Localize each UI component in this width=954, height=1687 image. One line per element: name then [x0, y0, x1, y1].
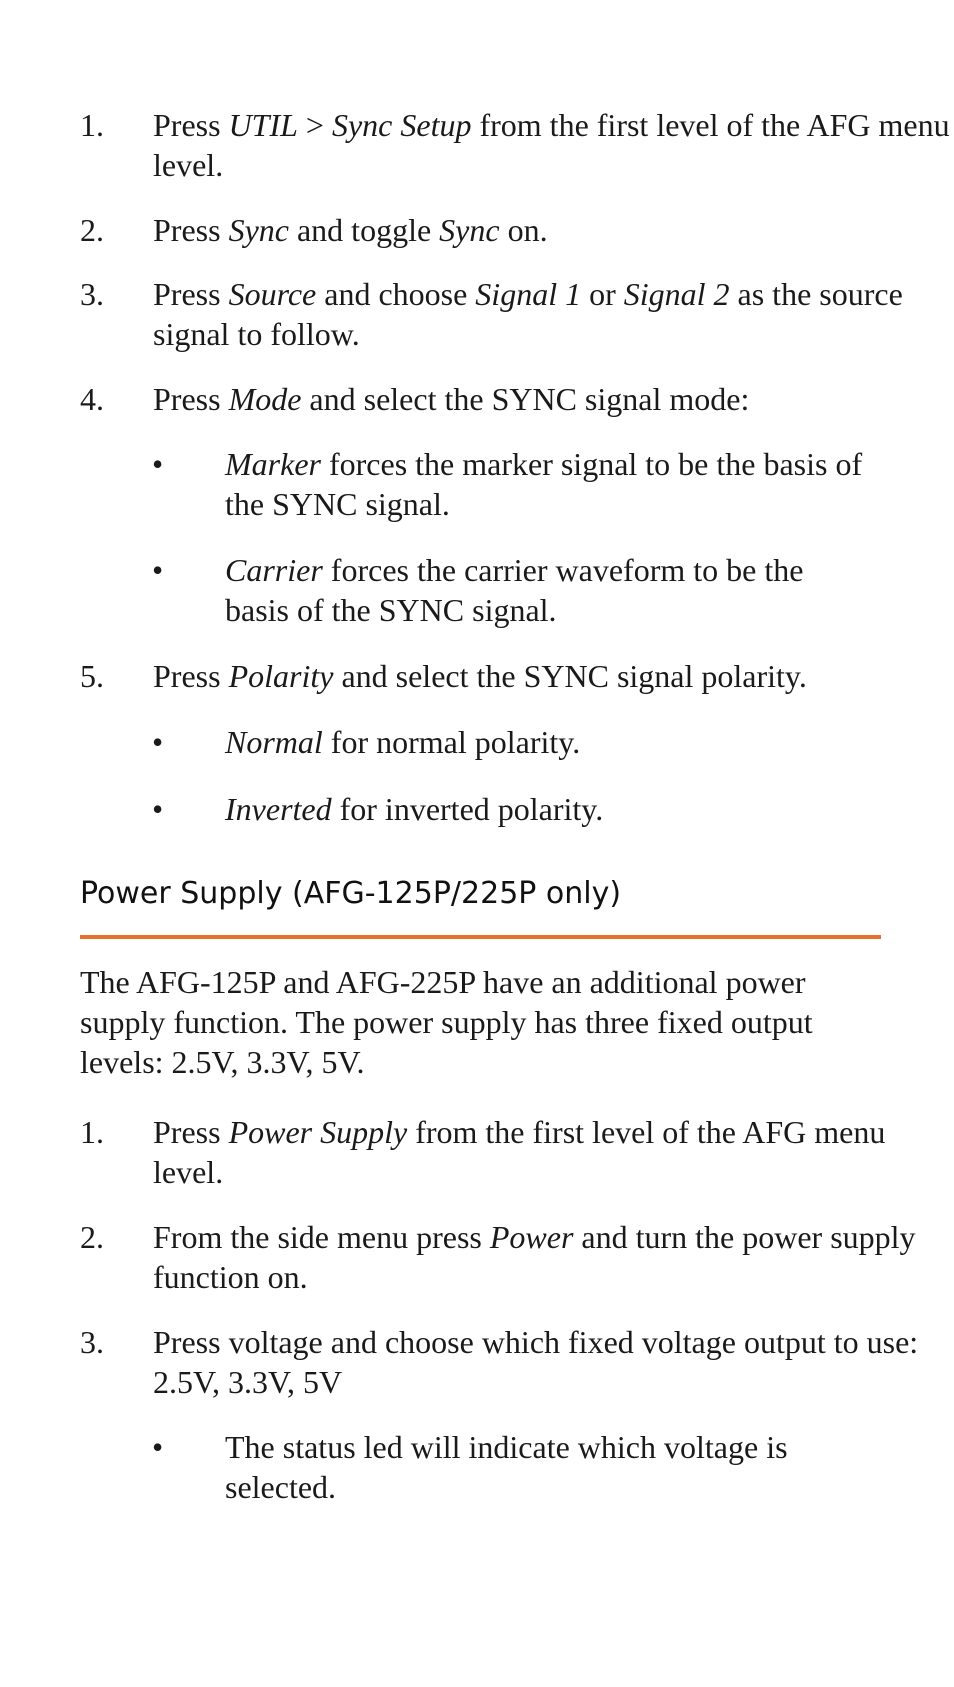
emphasis-term: Signal 2: [623, 276, 730, 312]
bullet-glyph: •: [152, 724, 164, 760]
emphasis-term: Source: [228, 276, 317, 312]
bullet-text: Marker forces the marker signal to be the basis of the SYNC signal.: [225, 446, 863, 522]
step-text: Press Sync and toggle Sync on.: [153, 212, 548, 248]
emphasis-term: Mode: [228, 381, 302, 417]
bullet-text: Carrier forces the carrier waveform to be the basis of the SYNC signal.: [225, 552, 804, 628]
emphasis-term: Sync: [439, 212, 500, 248]
section-intro: The AFG-125P and AFG-225P have an additional power supply function. The power supply has three fixed output levels: 2.5V, 3.3V, 5V.: [80, 964, 813, 1080]
bullet-glyph: •: [152, 446, 164, 482]
emphasis-term: UTIL: [228, 107, 298, 143]
step-number: 1.: [80, 1114, 104, 1150]
emphasis-term: Marker: [225, 446, 321, 482]
step-text: Press Source and choose Signal 1 or Signal 2 as the source signal to follow.: [153, 276, 903, 352]
bullet-text: Normal for normal polarity.: [225, 724, 581, 760]
step-number: 3.: [80, 276, 104, 312]
emphasis-term: Inverted: [225, 791, 332, 827]
section-divider: [80, 935, 881, 939]
emphasis-term: Signal 1: [475, 276, 582, 312]
step-text: From the side menu press Power and turn the power supply function on.: [153, 1219, 916, 1295]
bullet-glyph: •: [152, 1429, 164, 1465]
step-number: 2.: [80, 212, 104, 248]
step-number: 4.: [80, 381, 104, 417]
bullet-glyph: •: [152, 552, 164, 588]
emphasis-term: Normal: [225, 724, 323, 760]
step-text: Press Power Supply from the first level of the AFG menu level.: [153, 1114, 886, 1190]
emphasis-term: Power Supply: [228, 1114, 408, 1150]
emphasis-term: Polarity: [228, 658, 334, 694]
emphasis-term: Power: [489, 1219, 574, 1255]
step-number: 5.: [80, 658, 104, 694]
step-text: Press Mode and select the SYNC signal mode:: [153, 381, 750, 417]
step-number: 1.: [80, 107, 104, 143]
section-heading: Power Supply (AFG-125P/225P only): [80, 876, 622, 911]
step-text: Press voltage and choose which fixed voltage output to use: 2.5V, 3.3V, 5V: [153, 1324, 919, 1400]
step-number: 2.: [80, 1219, 104, 1255]
emphasis-term: Sync: [228, 212, 289, 248]
bullet-glyph: •: [152, 791, 164, 827]
bullet-text: Inverted for inverted polarity.: [225, 791, 604, 827]
emphasis-term: Carrier: [225, 552, 323, 588]
emphasis-term: Sync Setup: [331, 107, 472, 143]
step-text: Press Polarity and select the SYNC signal polarity.: [153, 658, 807, 694]
step-number: 3.: [80, 1324, 104, 1360]
bullet-text: The status led will indicate which voltage is selected.: [225, 1429, 788, 1505]
step-text: Press UTIL > Sync Setup from the first level of the AFG menu level.: [153, 107, 950, 183]
